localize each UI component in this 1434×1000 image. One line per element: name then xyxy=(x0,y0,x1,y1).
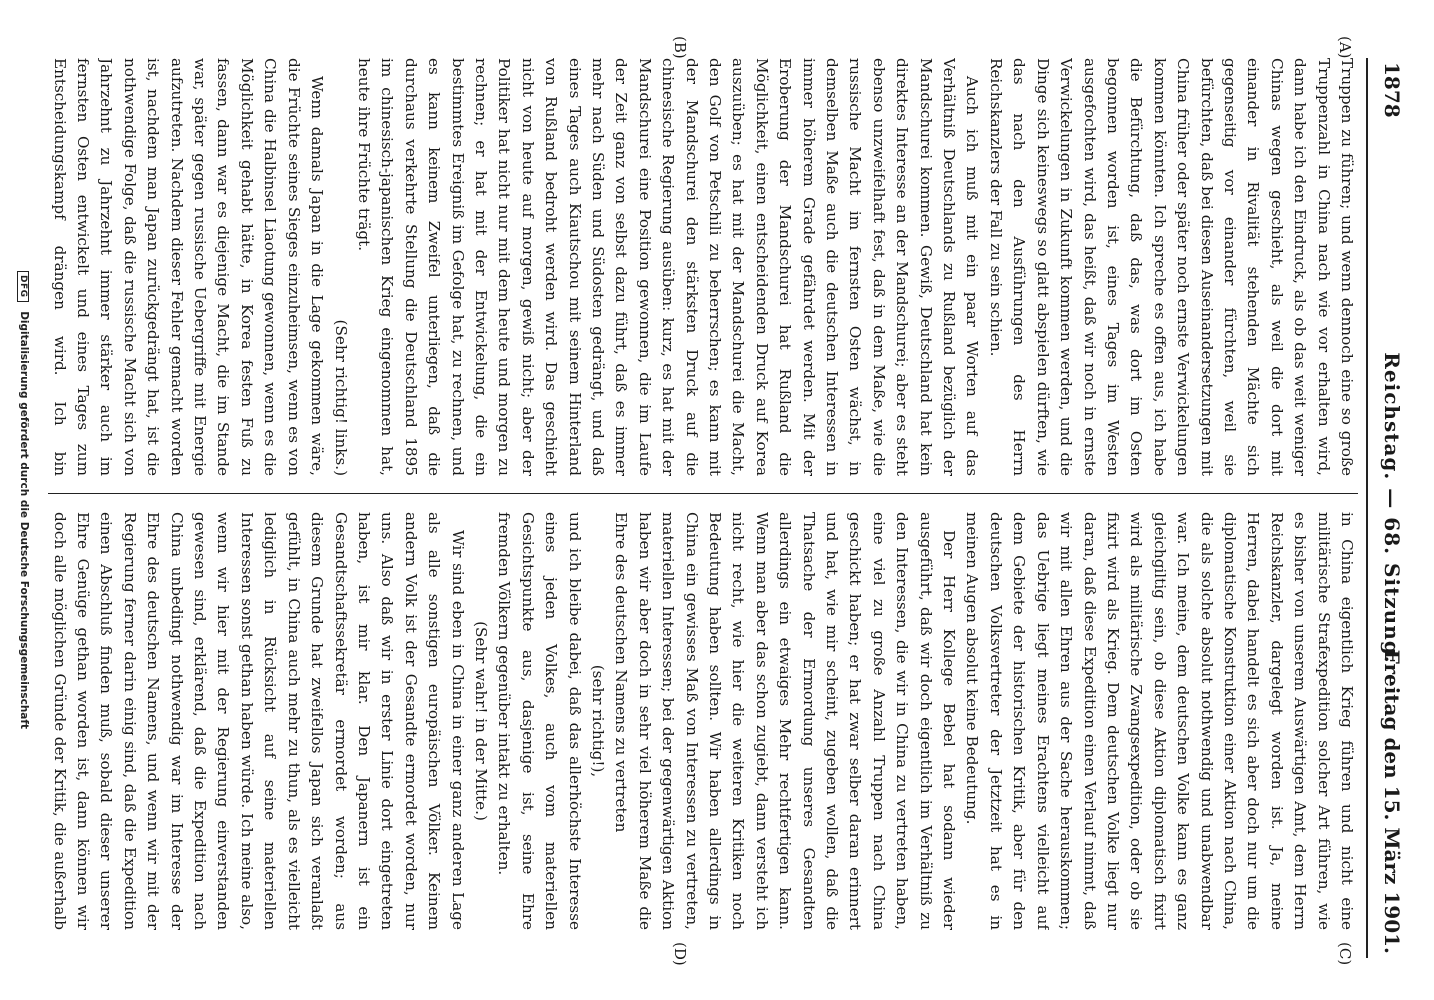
page-header xyxy=(1366,58,1412,958)
right-column xyxy=(48,512,1358,930)
interjection: (Sehr wahr! in der Mitte.) xyxy=(471,621,490,821)
session-title: Reichstag. — 68. Sitzung. xyxy=(1380,352,1404,664)
margin-mark-d: (D) xyxy=(671,942,689,966)
paragraph: Wir sind eben in China in einer ganz anderen Lage als alle sonstigen europäischen Völker. Keinem andern Volk ist der Gesandte ermordet worden, nur uns. Also daß wir in erster Linie dort eingetreten haben, ist mir klar. Den Japanern ist ein Gesandtschaftssekretär ermordet worden; aus diesem Grunde hat zweifellos Japan sich veranlaßt gefühlt, in China auch mehr zu thun, als es vielleicht lediglich in Rücksicht auf seine materiellen Interessen sonst gethan haben würde. Ich meine also, wenn wir hier mit der Regierung einverstanden gewesen sind, erklärend, daß die Expedition nach China unbedingt nothwendig war im Interesse der Ehre des deutschen Namens, und wenn wir mit der Regierung ferner darin einig sind, daß die Expedition einen Abschluß finden muß, sobald dieser unserer Ehre Genüge gethan worden ist, dann können wir doch alle möglichen Gründe der Kritik, die außerhalb xyxy=(50,512,467,930)
margin-mark-b: (B) xyxy=(671,36,689,59)
digitization-footer xyxy=(6,0,30,1000)
paragraph: und ich bleibe dabei, daß das allerhöchste Interesse eines jeden Volkes, auch vom materiellen Gesichtspunkte aus, dasjenige ist, seine Ehre fremden Völkern gegenüber intakt zu erhalten. xyxy=(495,512,584,930)
paragraph: Wenn damals Japan in die Lage gekommen wäre, die Früchte seines Sieges einzuheimsen, wenn es von China die Halbinsel Liaotung gewonnen, wenn es die Möglichkeit gehabt hätte, in Korea festen Fuß zu fassen, dann war es diejenige Macht, die im Stande war, später gegen russische Uebergriffe mit Energie aufzutreten. Nachdem dieser Fehler gemacht worden ist, nachdem man Japan zurückgedrängt hat, ist die nothwendige Folge, daß die russische Macht sich von Jahrzehnt zu Jahrzehnt immer stärker auch im fernsten Osten entwickelt und eines Tages zum Entscheidungskampf drängen wird. Ich bin xyxy=(50,58,327,476)
margin-mark-c: (C) xyxy=(1336,942,1354,966)
dfg-logo: DFG xyxy=(17,271,29,302)
interjection: (Sehr richtig! links.) xyxy=(331,319,350,476)
left-column xyxy=(48,58,1358,476)
paragraph: Truppen zu führen; und wenn dennoch eine so große Truppenzahl in China nach wie vor erhalten wird, dann habe ich den Eindruck, als ob das weit weniger Chinas wegen geschieht, als weil die dort mit einander in Rivalität stehenden Mächte sich gegenseitig vor einander fürchten, weil sie befürchten, daß bei diesen Auseinandersetzungen mit China früher oder später noch ernste Verwickelungen kommen könnten. Ich spreche es offen aus, ich habe die Befürchtung, daß das, was dort im Osten begonnen worden ist, eines Tages im Westen ausgefochten wird, das heißt, daß wir noch in ernste Verwickelungen in Zukunft kommen werden, und die Dinge sich keineswegs so glatt abspielen dürften, wie das nach den Ausführungen des Herrn Reichskanzlers der Fall zu sein schien. xyxy=(986,58,1356,476)
session-date: Freitag den 15. März 1901. xyxy=(1380,649,1404,954)
page-number: 1878 xyxy=(1380,62,1404,118)
interjection: (sehr richtig!), xyxy=(589,664,607,778)
paragraph: Auch ich muß mit ein paar Worten auf das Verhältniß Deutschlands zu Rußland bezüglich der Mandschurei kommen. Gewiß, Deutschland hat kein direktes Interesse an der Mandschurei; aber es steht ebenso unzweifelhaft fest, daß in dem Maße, wie die russische Macht im fernsten Osten wächst, in demselben Maße auch die deutschen Interessen in immer höherem Grade gefährdet werden. Mit der Eroberung der Mandschurei hat Rußland die Möglichkeit, einen entscheidenden Druck auf Korea auszuüben; es hat mit der Mandschurei die Macht, den Golf von Petschili zu beherrschen; es kann mit der Mandschurei den stärksten Druck auf die chinesische Regierung ausüben: kurz, es hat mit der Mandschurei eine Position gewonnen, die im Laufe der Zeit ganz von selbst dazu führt, daß es immer mehr nach Süden und Südosten gedrängt, und daß eines Tages auch Kiautschou mit seinem Hinterland von Rußland bedroht werden wird. Das geschieht nicht von heute auf morgen, gewiß nicht; aber der Politiker hat nicht nur mit dem heute und morgen zu rechnen; er hat mit der Entwickelung, die ein bestimmtes Ereigniß im Gefolge hat, zu rechnen, und es kann keinem Zweifel unterliegen, daß die durchaus verkehrte Stellung die Deutschland 1895 im chinesisch-japanischen Krieg eingenommen hat, heute ihre Früchte trägt. xyxy=(354,58,982,476)
paragraph: in China eigentlich Krieg führen und nicht eine militärische Strafexpedition solcher Art führen, wie es bisher von unserem Auswärtigen Amt, dem Herrn Reichskanzler, dargelegt worden ist. Ja, meine Herren, dabei handelt es sich aber doch nur um die diplomatische Konstruktion einer Aktion nach China, die als solche absolut nothwendig und unabwendbar war. Ich meine, dem deutschen Volke kann es ganz gleichgiltig sein, ob diese Aktion diplomatisch fixirt wird als militärische Zwangsexpedition, oder ob sie fixirt wird als Krieg. Dem deutschen Volke liegt nur daran, daß diese Expedition einen Verlauf nimmt, daß wir mit allen Ehren aus der Sache herauskommen; das Uebrige liegt meines Erachtens vielleicht auf dem Gebiete der historischen Kritik, aber für den deutschen Volksvertreter der Jetztzeit hat es in meinen Augen absolut keine Bedeutung. xyxy=(963,512,1356,930)
margin-mark-a: (A) xyxy=(1336,36,1354,59)
column-divider xyxy=(48,493,1358,494)
paragraph: Der Herr Kollege Bebel hat sodann wieder ausgeführt, daß wir doch eigentlich im Verhältniß zu den Interessen, die wir in China zu vertreten haben, eine viel zu große Anzahl Truppen nach China geschickt haben; er hat zwar selber daran erinnert und hat, wie mir scheint, zugeben wollen, daß die Thatsache der Ermordung unseres Gesandten allerdings ein etwaiges Mehr rechtfertigen kann. Wenn man aber das schon zugiebt, dann versteht ich nicht recht, wie hier die weiteren Kritiken noch Bedeutung haben sollten. Wir haben allerdings in China ein gewisses Maß von Interessen zu vertreten, materiellen Interessen; bei der gegenwärtigen Aktion haben wir aber doch in sehr viel höherem Maße die Ehre des deutschen Namens zu vertreten xyxy=(612,512,959,930)
digitization-credit: Digitalisierung gefördert durch die Deutsche Forschungsgemeinschaft xyxy=(18,311,30,729)
